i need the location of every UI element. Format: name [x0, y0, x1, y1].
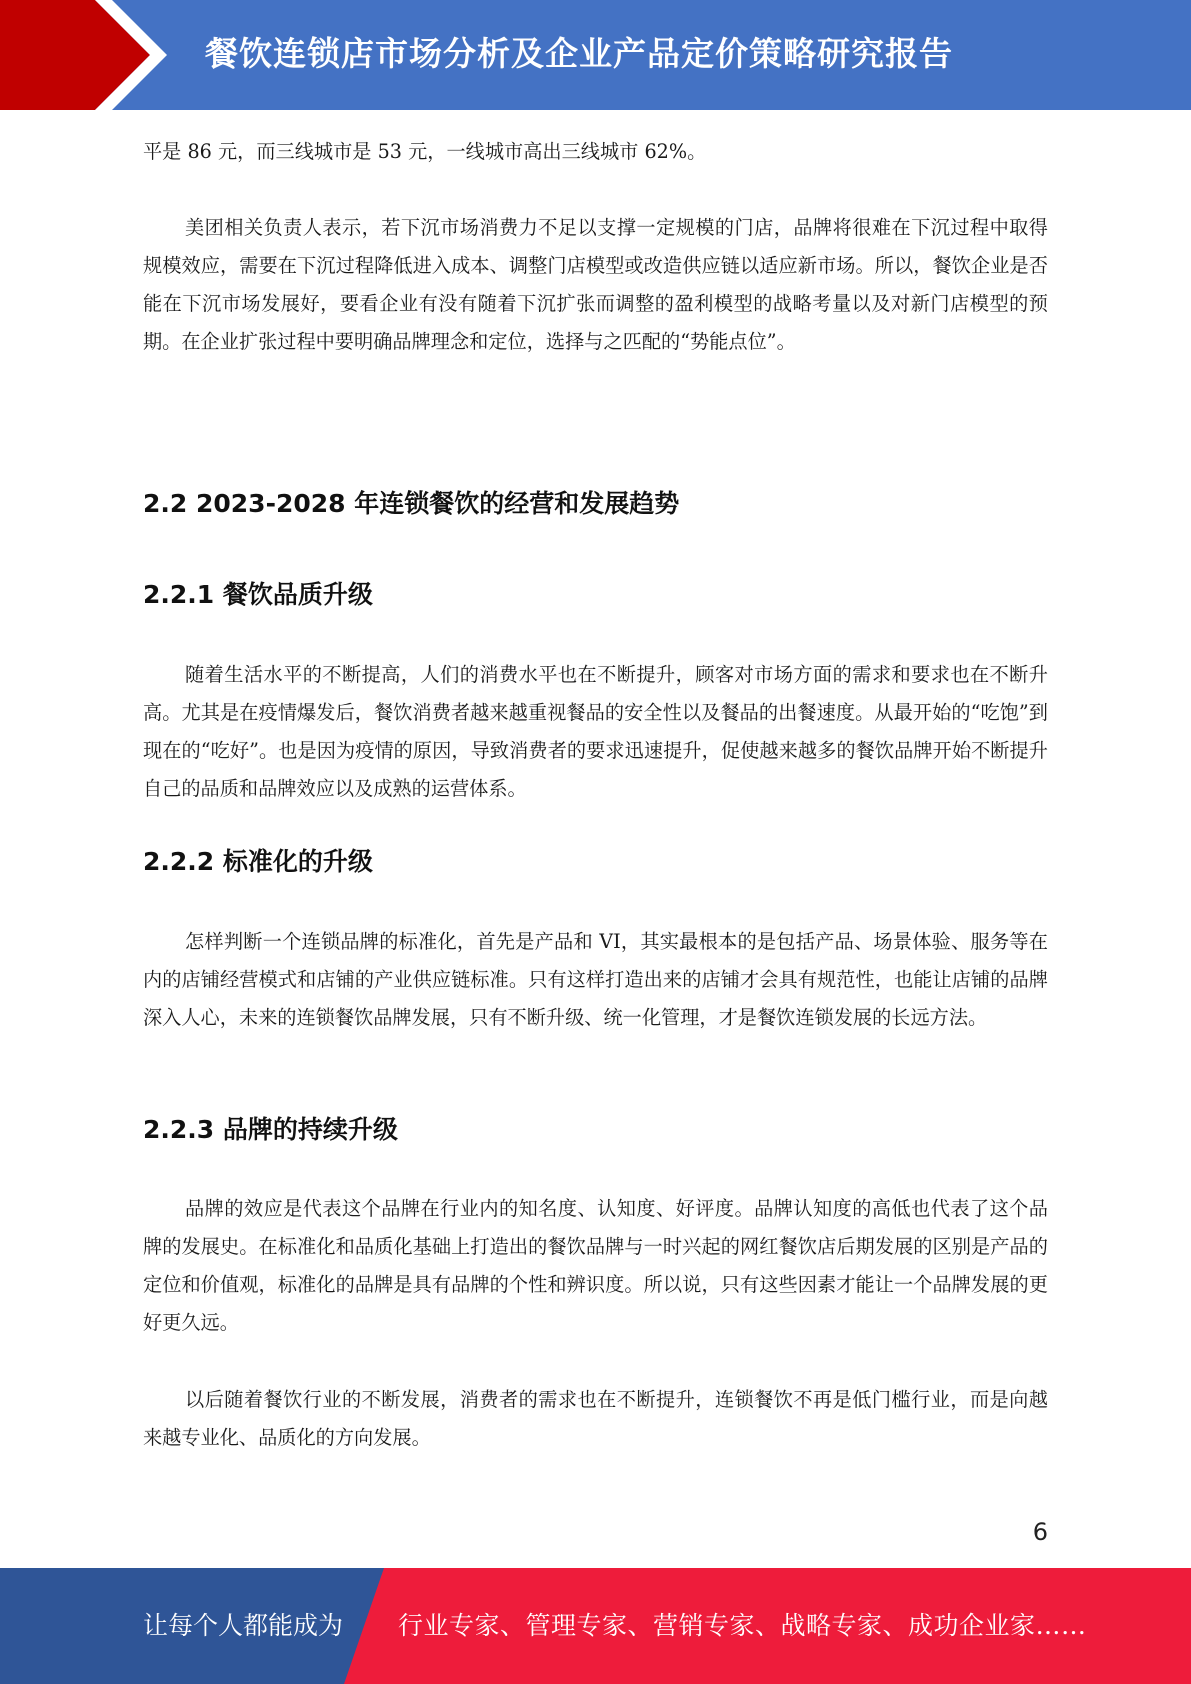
- page-number: 6: [1032, 1518, 1048, 1546]
- subsection-heading-2-2-3: 2.2.3 品牌的持续升级: [143, 1115, 398, 1144]
- page-footer: [0, 1568, 1191, 1684]
- subsection-heading-2-2-1: 2.2.1 餐饮品质升级: [143, 580, 373, 609]
- report-title: 餐饮连锁店市场分析及企业产品定价策略研究报告: [205, 34, 953, 73]
- paragraph-5: 品牌的效应是代表这个品牌在行业内的知名度、认知度、好评度。品牌认知度的高低也代表了这个品牌的发展史。在标准化和品质化基础上打造出的餐饮品牌与一时兴起的网红餐饮店后期发展的区别是产品的定位和价值观，标准化的品牌是具有品牌的个性和辨识度。所以说，只有这些因素才能让一个品牌发展的更好更久远。: [143, 1197, 1048, 1334]
- paragraph-6: 以后随着餐饮行业的不断发展，消费者的需求也在不断提升，连锁餐饮不再是低门槛行业，而是向越来越专业化、品质化的方向发展。: [143, 1388, 1048, 1449]
- footer-slogan-right: 行业专家、管理专家、营销专家、战略专家、成功企业家……: [398, 1611, 1087, 1640]
- section-heading-2-2: 2.2 2023-2028 年连锁餐饮的经营和发展趋势: [143, 489, 680, 518]
- paragraph-4: 怎样判断一个连锁品牌的标准化，首先是产品和 VI，其实最根本的是包括产品、场景体验、服务等在内的店铺经营模式和店铺的产业供应链标准。只有这样打造出来的店铺才会具有规范性，也能让店铺的品牌深入人心，未来的连锁餐饮品牌发展，只有不断升级、统一化管理，才是餐饮连锁发展的长远方法。: [143, 930, 1048, 1029]
- footer-slogan-left: 让每个人都能成为: [143, 1611, 344, 1640]
- paragraph-2: 美团相关负责人表示，若下沉市场消费力不足以支撑一定规模的门店，品牌将很难在下沉过程中取得规模效应，需要在下沉过程降低进入成本、调整门店模型或改造供应链以适应新市场。所以，餐饮企业是否能在下沉市场发展好，要看企业有没有随着下沉扩张而调整的盈利模型的战略考量以及对新门店模型的预期。在企业扩张过程中要明确品牌理念和定位，选择与之匹配的“势能点位”。: [143, 216, 1048, 353]
- paragraph-3: 随着生活水平的不断提高，人们的消费水平也在不断提升，顾客对市场方面的需求和要求也在不断升高。尤其是在疫情爆发后，餐饮消费者越来越重视餐品的安全性以及餐品的出餐速度。从最开始的“吃饱”到现在的“吃好”。也是因为疫情的原因，导致消费者的要求迅速提升，促使越来越多的餐饮品牌开始不断提升自己的品质和品牌效应以及成熟的运营体系。: [143, 663, 1048, 800]
- page-header: [0, 0, 1191, 110]
- paragraph-1: 平是 86 元，而三线城市是 53 元，一线城市高出三线城市 62%。: [143, 140, 707, 163]
- subsection-heading-2-2-2: 2.2.2 标准化的升级: [143, 847, 373, 876]
